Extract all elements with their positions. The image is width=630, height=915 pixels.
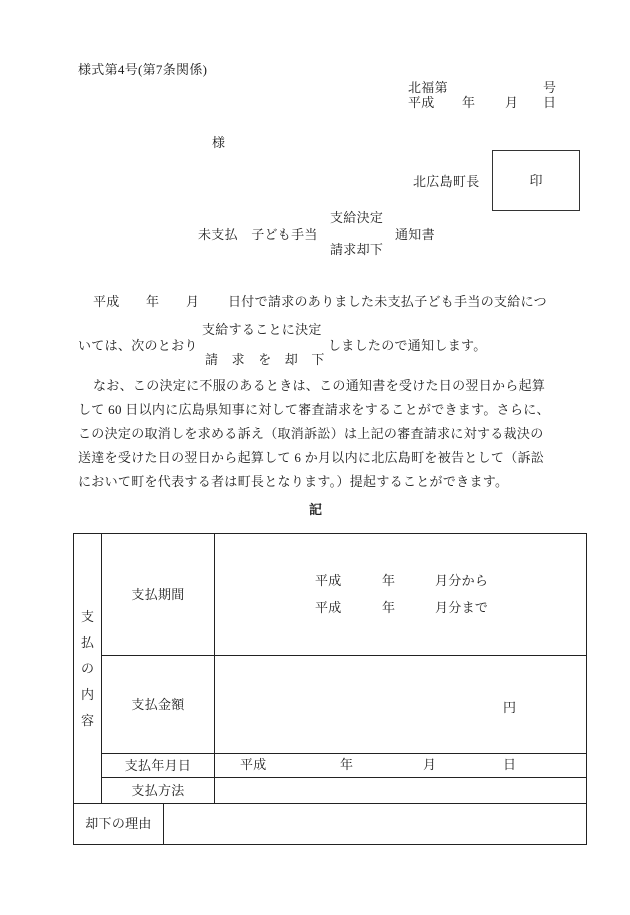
section-label: 支払の内容 bbox=[80, 608, 94, 728]
body-date-year: 年 bbox=[146, 294, 160, 309]
title-option-reject: 請求却下 bbox=[330, 242, 384, 257]
title-subject: 未支払 子ども手当 bbox=[198, 227, 318, 242]
period-to-month: 月分まで bbox=[435, 600, 489, 615]
rejection-reason-label: 却下の理由 bbox=[85, 816, 152, 831]
body-date-month: 月 bbox=[186, 294, 200, 309]
period-value-cell bbox=[214, 533, 586, 655]
seal-box bbox=[492, 150, 580, 211]
section-label-cell bbox=[73, 533, 101, 803]
rejection-reason-value-cell bbox=[163, 803, 586, 844]
method-value-cell bbox=[214, 777, 586, 803]
period-from-era: 平成 bbox=[315, 573, 342, 588]
period-label-cell bbox=[101, 533, 214, 655]
period-to-year: 年 bbox=[382, 600, 396, 615]
payment-date-label: 支払年月日 bbox=[124, 757, 192, 773]
notice-line: において町を代表する者は町長となります。）提起することができます。 bbox=[78, 474, 509, 489]
amount-unit: 円 bbox=[503, 700, 517, 715]
notice-line: この決定の取消しを求める訴え（取消訴訟）は上記の審査請求に対する裁決の bbox=[78, 426, 544, 441]
reference-suffix: 号 bbox=[543, 80, 557, 95]
form-number: 様式第4号(第7条関係) bbox=[78, 62, 208, 77]
title-option-grant: 支給決定 bbox=[330, 210, 384, 225]
payment-details-table bbox=[73, 533, 587, 845]
period-from-month: 月分から bbox=[435, 573, 489, 588]
body-option-reject: 請 求 を 却 下 bbox=[205, 352, 325, 367]
payment-date-year: 年 bbox=[340, 757, 354, 772]
payment-date-value-cell bbox=[214, 753, 586, 777]
record-heading: 記 bbox=[309, 502, 323, 517]
amount-label: 支払金額 bbox=[131, 696, 185, 712]
seal-label: 印 bbox=[529, 172, 543, 188]
issue-date-day: 日 bbox=[543, 95, 557, 110]
method-label: 支払方法 bbox=[131, 782, 185, 798]
addressee-honorific: 様 bbox=[212, 135, 226, 150]
reference-prefix: 北福第 bbox=[408, 80, 448, 95]
period-to-era: 平成 bbox=[315, 600, 342, 615]
amount-label-cell bbox=[101, 655, 214, 753]
body-line-2-before: いては、次のとおり bbox=[78, 338, 198, 353]
issue-date-month: 月 bbox=[505, 95, 519, 110]
body-line-2-after: しましたので通知します。 bbox=[328, 338, 487, 353]
issue-date-year: 年 bbox=[462, 95, 476, 110]
method-label-cell bbox=[101, 777, 214, 803]
body-option-grant: 支給することに決定 bbox=[202, 322, 322, 337]
payment-date-era: 平成 bbox=[240, 757, 267, 772]
notice-line: して 60 日以内に広島県知事に対して審査請求をすることができます。さらに、 bbox=[78, 402, 550, 417]
rejection-reason-label-cell bbox=[73, 803, 163, 844]
payment-date-month: 月 bbox=[423, 757, 437, 772]
period-from-year: 年 bbox=[382, 573, 396, 588]
amount-value-cell bbox=[214, 655, 586, 753]
body-date-era: 平成 bbox=[93, 294, 120, 309]
sender-title: 北広島町長 bbox=[413, 174, 480, 189]
notice-line: なお、この決定に不服のあるときは、この通知書を受けた日の翌日から起算 bbox=[93, 378, 546, 393]
payment-date-day: 日 bbox=[503, 757, 517, 772]
notice-line: 送達を受けた日の翌日から起算して 6 か月以内に北広島町を被告として（訴訟 bbox=[78, 450, 545, 465]
payment-date-label-cell bbox=[101, 753, 214, 777]
period-label: 支払期間 bbox=[131, 586, 185, 602]
body-line-1-text: 日付で請求のありました未支払子ども手当の支給につ bbox=[228, 294, 547, 309]
issue-date-era: 平成 bbox=[408, 95, 435, 110]
title-suffix: 通知書 bbox=[395, 227, 435, 242]
